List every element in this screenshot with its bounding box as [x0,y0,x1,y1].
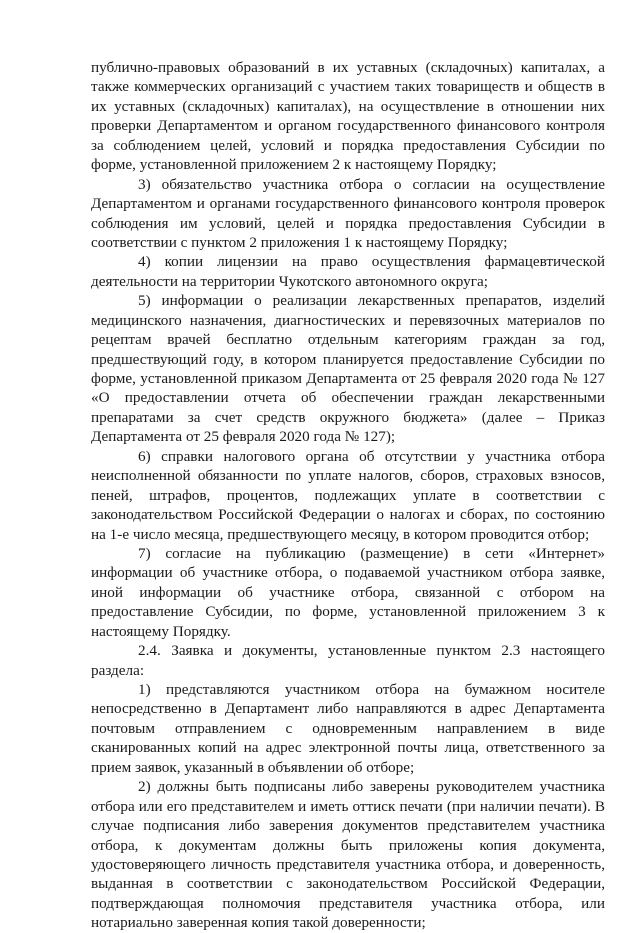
text-line: на 1-е число месяца, предшествующего месяцу, в котором проводится отбор; [91,525,590,543]
text-line: «О предоставлении отчета об обеспечении граждан лекарственными [91,389,605,407]
text-line: отбора, к документам должны быть приложены копия документа, [91,836,605,854]
text-line: за соблюдением целей, условий и порядка предоставления Субсидии по [91,136,605,154]
text-line: нотариально заверенная копия такой доверенности; [91,914,426,932]
text-line: подтверждающая полномочия представителя участника отбора, или [91,894,605,912]
text-line: иной информации об участнике отбора, связанной с отбором на [91,583,605,601]
text-line: форме, установленной приказом Департамента от 25 февраля 2020 года № 127 [91,370,605,387]
text-line: их уставных (складочных) капиталах), на осуществление в отношении них [91,97,605,115]
text-line: медицинского назначения, диагностических и перевязочных материалов по [91,311,605,329]
text-line: предоставление Субсидии, по форме, установленной приложением 3 к [91,603,605,621]
text-line: 5) информации о реализации лекарственных препаратов, изделий [138,292,605,310]
text-line: 7) согласие на публикацию (размещение) в сети «Интернет» [138,544,605,562]
document-body [91,58,605,933]
text-line: пеней, штрафов, процентов, подлежащих уплате в соответствии с [91,486,605,504]
text-line: соответствии с пунктом 2 приложения 1 к настоящему Порядку; [91,233,508,251]
text-line: деятельности на территории Чукотского автономного округа; [91,272,488,290]
text-line: 6) справки налогового органа об отсутствии у участника отбора [138,447,605,465]
text-line: удостоверяющего личность представителя участника отбора, и доверенность, [91,855,605,873]
text-line: прием заявок, указанный в объявлении об отборе; [91,758,415,776]
text-line: проверки Департаментом и органом государственного финансового контроля [91,117,605,135]
text-line: соблюдения им условий, целей и порядка предоставления Субсидии в [91,214,605,232]
text-line: информации об участнике отбора, о подаваемой участником отбора заявке, [91,564,605,582]
text-line: препаратами за счет средств окружного бюджета» (далее – Приказ [91,408,605,426]
text-line: 4) копии лицензии на право осуществления фармацевтической [138,253,605,271]
text-line: настоящему Порядку. [91,622,231,640]
text-line: предшествующий году, в котором планируется предоставление Субсидии по [91,350,605,368]
text-line: неисполненной обязанности по уплате налогов, сборов, страховых взносов, [91,467,605,485]
text-line: 1) представляются участником отбора на бумажном носителе [138,681,605,698]
text-line: 3) обязательство участника отбора о согласии на осуществление [138,175,605,193]
text-line: Департаментом и органами государственного финансового контроля проверок [91,195,605,213]
text-line: сканированных копий на адрес электронной почты лица, ответственного за [91,739,605,757]
text-line: публично-правовых образований в их уставных (складочных) капиталах, а [91,59,605,76]
text-line: законодательством Российской Федерации о налогах и сборах, по состоянию [91,506,605,524]
text-line: раздела: [91,661,145,679]
text-line: 2) должны быть подписаны либо заверены руководителем участника [138,778,605,796]
text-line: выданная в соответствии с законодательством Российской Федерации, [91,875,605,893]
text-line: случае подписания либо заверения документов представителем участника [91,817,605,835]
text-line: рецептам врачей бесплатно отдельным категориям граждан за год, [91,331,605,349]
text-line: форме, установленной приложением 2 к настоящему Порядку; [91,156,497,174]
text-line: отбора или его представителем и иметь оттиск печати (при наличии печати). В [91,797,605,815]
text-line: Департамента от 25 февраля 2020 года № 127); [91,428,396,446]
text-line: почтовым отправлением с одновременным направлением в виде [91,719,605,737]
text-line: 2.4. Заявка и документы, установленные пунктом 2.3 настоящего [138,642,605,660]
text-line: непосредственно в Департамент либо направляются в адрес Департамента [91,700,605,718]
text-line: также коммерческих организаций с участием таких товариществ и обществ в [91,78,605,96]
